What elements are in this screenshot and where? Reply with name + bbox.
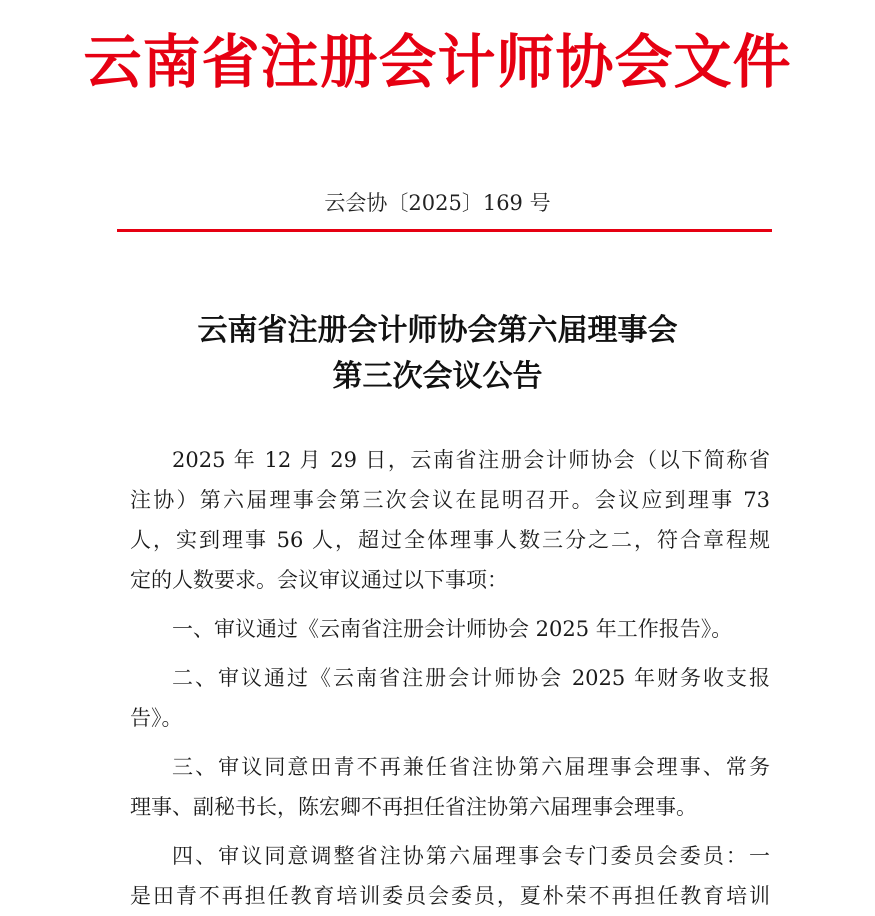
text-line: 是田青不再担任教育培训委员会委员，夏朴荣不再担任教育培训 (130, 884, 770, 908)
title-line-1: 云南省注册会计师协会第六届理事会 (197, 313, 678, 348)
text-line: 告》。 (130, 706, 183, 730)
text-line: 一、审议通过《云南省注册会计师协会 2025 年工作报告》。 (172, 617, 733, 641)
announcement-body (130, 440, 770, 916)
paragraph-item-3 (130, 747, 770, 827)
paragraph-opening (130, 440, 770, 600)
text-line: 四、审议同意调整省注协第六届理事会专门委员会委员：一 (172, 844, 770, 868)
announcement-title (0, 308, 875, 400)
text-line: 注协）第六届理事会第三次会议在昆明召开。会议应到理事 73 (130, 488, 770, 512)
document-masthead: 云南省注册会计师协会文件 (83, 28, 792, 96)
paragraph-item-2 (130, 658, 770, 738)
text-line: 定的人数要求。会议审议通过以下事项： (130, 568, 508, 592)
paragraph-item-4 (130, 836, 770, 916)
text-line: 2025 年 12 月 29 日，云南省注册会计师协会（以下简称省 (172, 448, 770, 472)
paragraph-item-1 (130, 609, 770, 649)
title-line-2: 第三次会议公告 (332, 359, 543, 394)
red-divider-line (117, 229, 772, 232)
text-line: 二、审议通过《云南省注册会计师协会 2025 年财务收支报 (172, 666, 770, 690)
text-line: 三、审议同意田青不再兼任省注协第六届理事会理事、常务 (172, 755, 770, 779)
text-line: 理事、副秘书长，陈宏卿不再担任省注协第六届理事会理事。 (130, 795, 697, 819)
document-number: 云会协〔2025〕169 号 (324, 191, 551, 215)
text-line: 人，实到理事 56 人，超过全体理事人数三分之二，符合章程规 (130, 528, 770, 552)
